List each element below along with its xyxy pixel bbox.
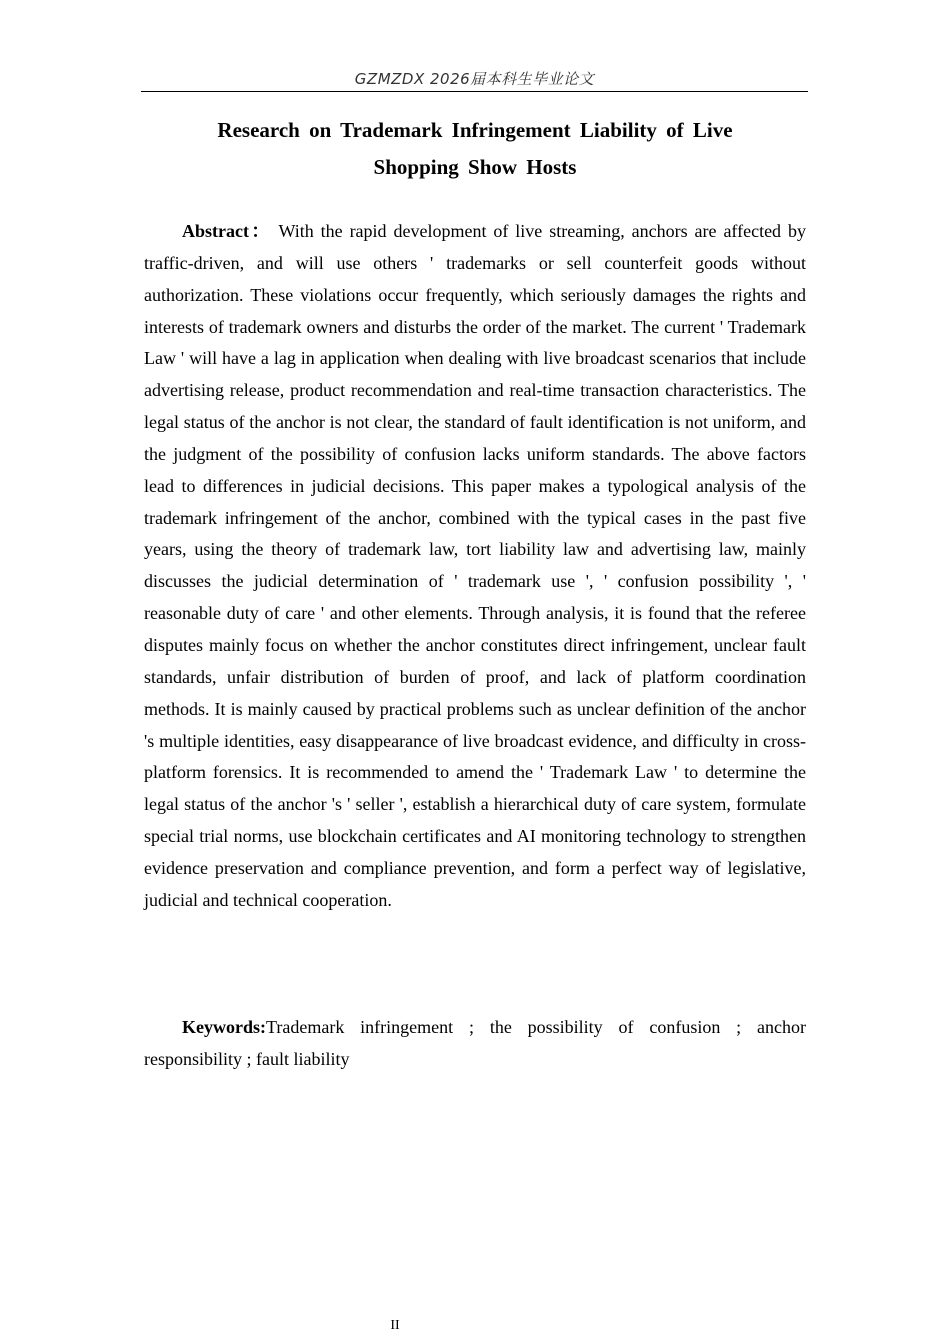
header-rule [141,91,808,92]
abstract-text: With the rapid development of live streaming, anchors are affected by traffic-driven, and will use others ' trademarks or sell counterfeit goods without authorization. These violations occur frequently, which seriously damages the rights and interests of trademark owners and disturbs the order of the market. The current ' Trademark Law ' will have a lag in application when dealing with live broadcast scenarios that include advertising release, product recommendation and real-time transaction characteristics. The legal status of the anchor is not clear, the standard of fault identification is not uniform, and the judgment of the possibility of confusion lacks uniform standards. The above factors lead to differences in judicial decisions. This paper makes a typological analysis of the trademark infringement of the anchor, combined with the typical cases in the past five years, using the theory of trademark law, tort liability law and advertising law, mainly discusses the judicial determination of ' trademark use ', ' confusion possibility ', ' reasonable duty of care ' and other elements. Through analysis, it is found that the referee disputes mainly focus on whether the anchor constitutes direct infringement, unclear fault standards, unfair distribution of burden of proof, and lack of platform coordination methods. It is mainly caused by practical problems such as unclear definition of the anchor 's multiple identities, easy disappearance of live broadcast evidence, and difficulty in cross-platform forensics. It is recommended to amend the ' Trademark Law ' to determine the legal status of the anchor 's ' seller ', establish a hierarchical duty of care system, formulate special trial norms, use blockchain certificates and AI monitoring technology to strengthen evidence preservation and compliance prevention, and form a perfect way of legislative, judicial and technical cooperation. [144,221,806,910]
keywords-paragraph [144,1012,806,1076]
running-header: GZMZDX 2026届本科生毕业论文 [354,70,595,88]
keywords-label: Keywords: [182,1017,266,1037]
page-number: II [390,1318,400,1333]
keywords-text: Trademark infringement ; the possibility of confusion ; anchor responsibility ; fault liability [144,1017,806,1069]
abstract-label: Abstract： [182,221,272,241]
paper-title: Research on Trademark Infringement Liability of Live Shopping Show Hosts [217,118,733,179]
abstract-paragraph [144,216,806,917]
